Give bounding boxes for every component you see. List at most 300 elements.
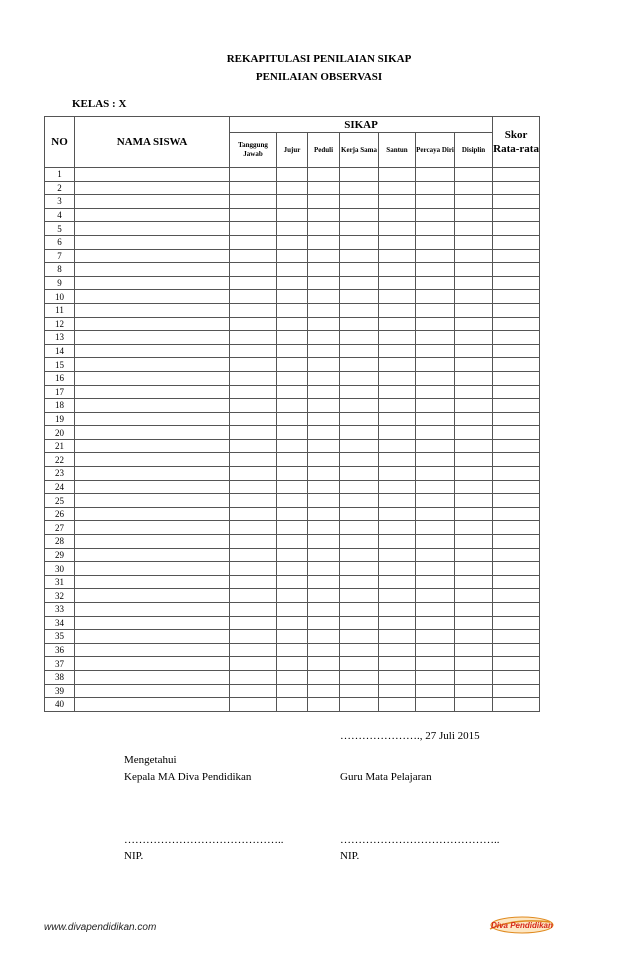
score-cell[interactable] (416, 657, 455, 671)
score-cell[interactable] (379, 249, 416, 263)
score-cell[interactable] (455, 698, 493, 712)
student-name-cell[interactable] (75, 249, 230, 263)
score-cell[interactable] (277, 643, 308, 657)
score-cell[interactable] (416, 643, 455, 657)
score-cell[interactable] (277, 385, 308, 399)
score-cell[interactable] (379, 589, 416, 603)
score-cell[interactable] (379, 222, 416, 236)
score-cell[interactable] (308, 603, 340, 617)
score-cell[interactable] (416, 575, 455, 589)
score-cell[interactable] (416, 344, 455, 358)
score-cell[interactable] (379, 657, 416, 671)
score-cell[interactable] (455, 276, 493, 290)
score-cell[interactable] (277, 480, 308, 494)
score-cell[interactable] (308, 235, 340, 249)
score-cell[interactable] (455, 670, 493, 684)
score-cell[interactable] (416, 453, 455, 467)
score-cell[interactable] (340, 371, 379, 385)
score-cell[interactable] (277, 630, 308, 644)
score-cell[interactable] (455, 562, 493, 576)
score-cell[interactable] (416, 521, 455, 535)
score-cell[interactable] (340, 480, 379, 494)
score-cell[interactable] (230, 426, 277, 440)
score-cell[interactable] (379, 453, 416, 467)
score-cell[interactable] (379, 412, 416, 426)
student-name-cell[interactable] (75, 480, 230, 494)
score-cell[interactable] (277, 290, 308, 304)
score-cell[interactable] (416, 276, 455, 290)
score-cell[interactable] (455, 235, 493, 249)
score-cell[interactable] (340, 290, 379, 304)
score-cell[interactable] (277, 263, 308, 277)
score-cell[interactable] (379, 263, 416, 277)
score-cell[interactable] (340, 684, 379, 698)
score-cell[interactable] (308, 657, 340, 671)
score-cell[interactable] (230, 412, 277, 426)
score-cell[interactable] (416, 263, 455, 277)
score-cell[interactable] (230, 684, 277, 698)
score-cell[interactable] (230, 263, 277, 277)
student-name-cell[interactable] (75, 494, 230, 508)
score-cell[interactable] (493, 670, 540, 684)
score-cell[interactable] (416, 467, 455, 481)
score-cell[interactable] (379, 195, 416, 209)
score-cell[interactable] (308, 684, 340, 698)
score-cell[interactable] (379, 371, 416, 385)
score-cell[interactable] (340, 548, 379, 562)
score-cell[interactable] (493, 412, 540, 426)
score-cell[interactable] (379, 548, 416, 562)
score-cell[interactable] (416, 222, 455, 236)
score-cell[interactable] (230, 317, 277, 331)
student-name-cell[interactable] (75, 290, 230, 304)
score-cell[interactable] (277, 670, 308, 684)
score-cell[interactable] (277, 548, 308, 562)
score-cell[interactable] (493, 535, 540, 549)
score-cell[interactable] (379, 385, 416, 399)
score-cell[interactable] (277, 399, 308, 413)
score-cell[interactable] (493, 575, 540, 589)
student-name-cell[interactable] (75, 670, 230, 684)
score-cell[interactable] (277, 303, 308, 317)
score-cell[interactable] (455, 480, 493, 494)
score-cell[interactable] (308, 670, 340, 684)
student-name-cell[interactable] (75, 698, 230, 712)
score-cell[interactable] (379, 235, 416, 249)
score-cell[interactable] (340, 494, 379, 508)
score-cell[interactable] (455, 208, 493, 222)
score-cell[interactable] (416, 290, 455, 304)
score-cell[interactable] (230, 181, 277, 195)
student-name-cell[interactable] (75, 181, 230, 195)
student-name-cell[interactable] (75, 535, 230, 549)
score-cell[interactable] (379, 276, 416, 290)
score-cell[interactable] (308, 412, 340, 426)
score-cell[interactable] (340, 208, 379, 222)
score-cell[interactable] (493, 480, 540, 494)
score-cell[interactable] (340, 235, 379, 249)
score-cell[interactable] (379, 168, 416, 182)
score-cell[interactable] (416, 181, 455, 195)
score-cell[interactable] (230, 276, 277, 290)
score-cell[interactable] (416, 371, 455, 385)
score-cell[interactable] (308, 222, 340, 236)
score-cell[interactable] (308, 521, 340, 535)
score-cell[interactable] (416, 684, 455, 698)
score-cell[interactable] (379, 630, 416, 644)
score-cell[interactable] (340, 616, 379, 630)
score-cell[interactable] (416, 480, 455, 494)
score-cell[interactable] (455, 412, 493, 426)
student-name-cell[interactable] (75, 263, 230, 277)
score-cell[interactable] (277, 684, 308, 698)
student-name-cell[interactable] (75, 235, 230, 249)
score-cell[interactable] (416, 439, 455, 453)
score-cell[interactable] (230, 575, 277, 589)
student-name-cell[interactable] (75, 358, 230, 372)
score-cell[interactable] (230, 616, 277, 630)
score-cell[interactable] (230, 480, 277, 494)
score-cell[interactable] (416, 603, 455, 617)
score-cell[interactable] (493, 630, 540, 644)
score-cell[interactable] (416, 670, 455, 684)
score-cell[interactable] (379, 426, 416, 440)
score-cell[interactable] (379, 507, 416, 521)
score-cell[interactable] (455, 249, 493, 263)
score-cell[interactable] (277, 535, 308, 549)
score-cell[interactable] (308, 263, 340, 277)
student-name-cell[interactable] (75, 657, 230, 671)
score-cell[interactable] (379, 616, 416, 630)
score-cell[interactable] (455, 331, 493, 345)
score-cell[interactable] (308, 507, 340, 521)
score-cell[interactable] (416, 589, 455, 603)
student-name-cell[interactable] (75, 453, 230, 467)
score-cell[interactable] (455, 399, 493, 413)
score-cell[interactable] (416, 195, 455, 209)
score-cell[interactable] (379, 344, 416, 358)
score-cell[interactable] (493, 317, 540, 331)
student-name-cell[interactable] (75, 603, 230, 617)
student-name-cell[interactable] (75, 426, 230, 440)
score-cell[interactable] (493, 467, 540, 481)
score-cell[interactable] (455, 575, 493, 589)
score-cell[interactable] (308, 208, 340, 222)
score-cell[interactable] (340, 698, 379, 712)
score-cell[interactable] (379, 290, 416, 304)
student-name-cell[interactable] (75, 507, 230, 521)
score-cell[interactable] (340, 168, 379, 182)
score-cell[interactable] (493, 263, 540, 277)
score-cell[interactable] (340, 439, 379, 453)
score-cell[interactable] (308, 575, 340, 589)
score-cell[interactable] (340, 358, 379, 372)
score-cell[interactable] (340, 575, 379, 589)
score-cell[interactable] (493, 589, 540, 603)
score-cell[interactable] (340, 331, 379, 345)
score-cell[interactable] (308, 439, 340, 453)
score-cell[interactable] (230, 331, 277, 345)
student-name-cell[interactable] (75, 439, 230, 453)
score-cell[interactable] (308, 371, 340, 385)
score-cell[interactable] (416, 535, 455, 549)
score-cell[interactable] (277, 331, 308, 345)
score-cell[interactable] (340, 385, 379, 399)
score-cell[interactable] (379, 643, 416, 657)
score-cell[interactable] (455, 263, 493, 277)
score-cell[interactable] (416, 303, 455, 317)
score-cell[interactable] (308, 276, 340, 290)
score-cell[interactable] (455, 535, 493, 549)
score-cell[interactable] (308, 331, 340, 345)
score-cell[interactable] (230, 603, 277, 617)
score-cell[interactable] (416, 385, 455, 399)
student-name-cell[interactable] (75, 548, 230, 562)
score-cell[interactable] (416, 235, 455, 249)
score-cell[interactable] (277, 276, 308, 290)
score-cell[interactable] (308, 480, 340, 494)
student-name-cell[interactable] (75, 385, 230, 399)
score-cell[interactable] (230, 698, 277, 712)
score-cell[interactable] (230, 670, 277, 684)
score-cell[interactable] (379, 331, 416, 345)
score-cell[interactable] (455, 426, 493, 440)
score-cell[interactable] (277, 249, 308, 263)
score-cell[interactable] (416, 399, 455, 413)
score-cell[interactable] (455, 358, 493, 372)
score-cell[interactable] (340, 399, 379, 413)
student-name-cell[interactable] (75, 195, 230, 209)
score-cell[interactable] (340, 276, 379, 290)
score-cell[interactable] (379, 303, 416, 317)
score-cell[interactable] (230, 589, 277, 603)
score-cell[interactable] (416, 317, 455, 331)
score-cell[interactable] (416, 208, 455, 222)
score-cell[interactable] (230, 439, 277, 453)
score-cell[interactable] (340, 521, 379, 535)
score-cell[interactable] (308, 195, 340, 209)
score-cell[interactable] (340, 317, 379, 331)
student-name-cell[interactable] (75, 303, 230, 317)
score-cell[interactable] (308, 698, 340, 712)
score-cell[interactable] (308, 385, 340, 399)
score-cell[interactable] (308, 643, 340, 657)
score-cell[interactable] (455, 643, 493, 657)
score-cell[interactable] (277, 575, 308, 589)
score-cell[interactable] (277, 235, 308, 249)
score-cell[interactable] (308, 426, 340, 440)
score-cell[interactable] (230, 344, 277, 358)
score-cell[interactable] (277, 507, 308, 521)
score-cell[interactable] (416, 249, 455, 263)
score-cell[interactable] (230, 507, 277, 521)
score-cell[interactable] (230, 494, 277, 508)
score-cell[interactable] (340, 222, 379, 236)
score-cell[interactable] (340, 263, 379, 277)
score-cell[interactable] (379, 562, 416, 576)
score-cell[interactable] (277, 317, 308, 331)
score-cell[interactable] (308, 317, 340, 331)
score-cell[interactable] (308, 494, 340, 508)
score-cell[interactable] (308, 168, 340, 182)
score-cell[interactable] (493, 222, 540, 236)
score-cell[interactable] (340, 249, 379, 263)
score-cell[interactable] (455, 222, 493, 236)
score-cell[interactable] (455, 303, 493, 317)
score-cell[interactable] (493, 521, 540, 535)
score-cell[interactable] (277, 698, 308, 712)
score-cell[interactable] (230, 521, 277, 535)
score-cell[interactable] (308, 467, 340, 481)
score-cell[interactable] (340, 643, 379, 657)
student-name-cell[interactable] (75, 684, 230, 698)
student-name-cell[interactable] (75, 575, 230, 589)
score-cell[interactable] (379, 670, 416, 684)
score-cell[interactable] (455, 317, 493, 331)
score-cell[interactable] (308, 303, 340, 317)
score-cell[interactable] (230, 399, 277, 413)
score-cell[interactable] (493, 399, 540, 413)
score-cell[interactable] (379, 575, 416, 589)
score-cell[interactable] (493, 548, 540, 562)
score-cell[interactable] (455, 168, 493, 182)
score-cell[interactable] (455, 453, 493, 467)
score-cell[interactable] (493, 453, 540, 467)
score-cell[interactable] (379, 208, 416, 222)
score-cell[interactable] (493, 603, 540, 617)
score-cell[interactable] (455, 385, 493, 399)
score-cell[interactable] (379, 399, 416, 413)
score-cell[interactable] (230, 358, 277, 372)
score-cell[interactable] (379, 494, 416, 508)
score-cell[interactable] (493, 507, 540, 521)
score-cell[interactable] (230, 385, 277, 399)
score-cell[interactable] (340, 467, 379, 481)
score-cell[interactable] (416, 412, 455, 426)
student-name-cell[interactable] (75, 168, 230, 182)
student-name-cell[interactable] (75, 630, 230, 644)
score-cell[interactable] (493, 562, 540, 576)
score-cell[interactable] (340, 303, 379, 317)
score-cell[interactable] (308, 548, 340, 562)
score-cell[interactable] (230, 535, 277, 549)
score-cell[interactable] (277, 358, 308, 372)
score-cell[interactable] (308, 249, 340, 263)
score-cell[interactable] (230, 548, 277, 562)
score-cell[interactable] (416, 630, 455, 644)
score-cell[interactable] (308, 535, 340, 549)
student-name-cell[interactable] (75, 412, 230, 426)
student-name-cell[interactable] (75, 589, 230, 603)
score-cell[interactable] (493, 439, 540, 453)
score-cell[interactable] (455, 684, 493, 698)
score-cell[interactable] (493, 249, 540, 263)
score-cell[interactable] (340, 412, 379, 426)
score-cell[interactable] (230, 643, 277, 657)
score-cell[interactable] (277, 494, 308, 508)
score-cell[interactable] (340, 603, 379, 617)
score-cell[interactable] (230, 249, 277, 263)
score-cell[interactable] (455, 548, 493, 562)
score-cell[interactable] (455, 657, 493, 671)
score-cell[interactable] (308, 290, 340, 304)
student-name-cell[interactable] (75, 317, 230, 331)
score-cell[interactable] (277, 222, 308, 236)
student-name-cell[interactable] (75, 344, 230, 358)
score-cell[interactable] (455, 494, 493, 508)
score-cell[interactable] (308, 589, 340, 603)
score-cell[interactable] (277, 168, 308, 182)
score-cell[interactable] (493, 181, 540, 195)
score-cell[interactable] (340, 630, 379, 644)
student-name-cell[interactable] (75, 222, 230, 236)
score-cell[interactable] (340, 589, 379, 603)
score-cell[interactable] (308, 616, 340, 630)
score-cell[interactable] (493, 698, 540, 712)
score-cell[interactable] (455, 439, 493, 453)
score-cell[interactable] (277, 467, 308, 481)
student-name-cell[interactable] (75, 521, 230, 535)
score-cell[interactable] (493, 657, 540, 671)
score-cell[interactable] (277, 181, 308, 195)
score-cell[interactable] (455, 371, 493, 385)
score-cell[interactable] (379, 535, 416, 549)
score-cell[interactable] (455, 616, 493, 630)
score-cell[interactable] (308, 562, 340, 576)
score-cell[interactable] (455, 181, 493, 195)
score-cell[interactable] (340, 181, 379, 195)
score-cell[interactable] (277, 453, 308, 467)
score-cell[interactable] (230, 195, 277, 209)
score-cell[interactable] (340, 535, 379, 549)
student-name-cell[interactable] (75, 371, 230, 385)
score-cell[interactable] (230, 235, 277, 249)
score-cell[interactable] (277, 344, 308, 358)
student-name-cell[interactable] (75, 562, 230, 576)
score-cell[interactable] (230, 371, 277, 385)
score-cell[interactable] (230, 562, 277, 576)
score-cell[interactable] (493, 358, 540, 372)
score-cell[interactable] (379, 603, 416, 617)
score-cell[interactable] (340, 453, 379, 467)
score-cell[interactable] (308, 358, 340, 372)
score-cell[interactable] (277, 439, 308, 453)
score-cell[interactable] (455, 603, 493, 617)
score-cell[interactable] (416, 562, 455, 576)
score-cell[interactable] (455, 344, 493, 358)
score-cell[interactable] (416, 331, 455, 345)
student-name-cell[interactable] (75, 643, 230, 657)
score-cell[interactable] (277, 195, 308, 209)
score-cell[interactable] (416, 698, 455, 712)
score-cell[interactable] (493, 331, 540, 345)
score-cell[interactable] (379, 317, 416, 331)
score-cell[interactable] (230, 222, 277, 236)
score-cell[interactable] (416, 548, 455, 562)
student-name-cell[interactable] (75, 399, 230, 413)
score-cell[interactable] (493, 684, 540, 698)
score-cell[interactable] (493, 290, 540, 304)
score-cell[interactable] (493, 371, 540, 385)
score-cell[interactable] (340, 195, 379, 209)
score-cell[interactable] (493, 303, 540, 317)
score-cell[interactable] (493, 276, 540, 290)
score-cell[interactable] (277, 208, 308, 222)
score-cell[interactable] (308, 630, 340, 644)
score-cell[interactable] (230, 630, 277, 644)
website-link[interactable]: www.divapendidikan.com (44, 922, 157, 933)
score-cell[interactable] (277, 616, 308, 630)
